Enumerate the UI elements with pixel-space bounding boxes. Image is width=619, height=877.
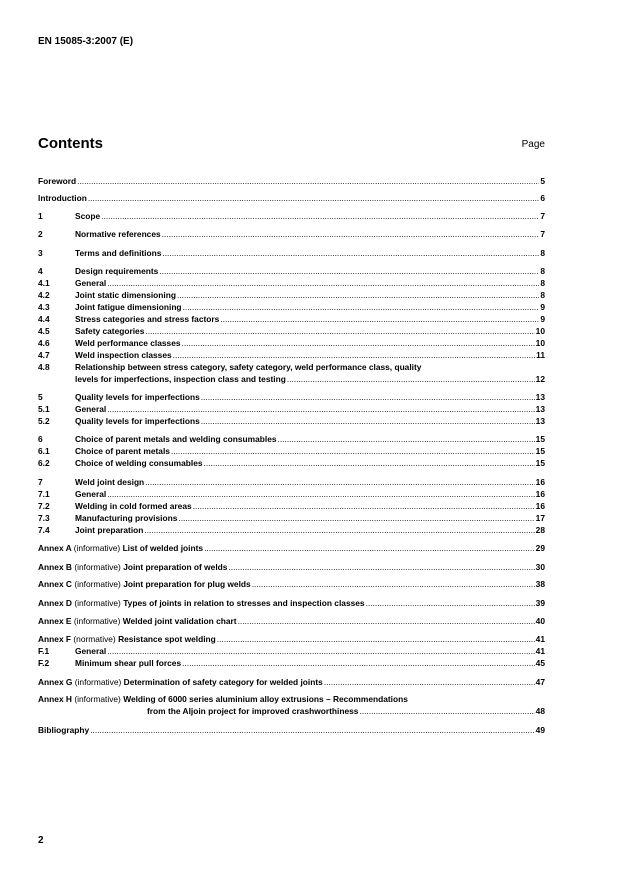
toc-title: Choice of parent metals and welding consumables [75,434,277,444]
toc-entry[interactable] [38,326,545,336]
toc-number: 2 [38,229,43,239]
dot-leader [366,598,535,608]
annex-label: Annex E (informative) [38,616,121,626]
toc-title: Joint preparation [75,525,144,535]
toc-entry[interactable] [38,404,545,414]
toc-title: Welding of 6000 series aluminium alloy extrusions – Recommendations [123,694,408,704]
toc-entry[interactable] [38,290,545,300]
toc-page: 29 [535,543,545,553]
toc-title: Introduction [38,193,87,203]
dot-leader [107,404,534,414]
toc-number: 4.8 [38,362,50,372]
toc-title-line2: from the Aljoin project for improved crashworthiness [147,706,359,716]
toc-entry-foreword[interactable] [38,176,545,186]
toc-entry[interactable] [38,229,545,239]
toc-title-line2: levels for imperfections, inspection class and testing [75,374,286,384]
dot-leader [238,616,535,626]
annex-label: Annex H (informative) [38,694,121,704]
toc-page: 8 [540,266,545,276]
toc-number: 7 [38,477,43,487]
dot-leader [204,458,535,468]
annex-label: Annex B (informative) [38,562,121,572]
toc-entry[interactable] [38,350,545,360]
toc-entry[interactable] [38,248,545,258]
toc-page: 6 [540,193,545,203]
toc-number: F.1 [38,646,50,656]
toc-title: Joint preparation of welds [123,562,228,572]
toc-page: 48 [535,706,545,716]
toc-entry[interactable] [38,302,545,312]
dot-leader [359,706,534,716]
dot-leader [88,193,539,203]
toc-annex[interactable] [38,616,545,626]
toc-entry[interactable] [38,658,545,668]
dot-leader [193,501,535,511]
dot-leader [145,326,534,336]
toc-title: Safety categories [75,326,145,336]
toc-page: 13 [535,416,545,426]
toc-page: 9 [540,314,545,324]
toc-number: 4.7 [38,350,50,360]
dot-leader [201,416,535,426]
toc-number: 4.2 [38,290,50,300]
dot-leader [217,634,535,644]
toc-number: 5 [38,392,43,402]
toc-page: 16 [535,489,545,499]
dot-leader [90,725,534,735]
toc-page: 5 [540,176,545,186]
toc-annex[interactable] [38,579,545,589]
dot-leader [201,392,535,402]
toc-page: 15 [535,458,545,468]
toc-page: 15 [535,446,545,456]
toc-number: 4.5 [38,326,50,336]
page-number: 2 [38,835,44,846]
toc-title: Quality levels for imperfections [75,416,200,426]
toc-annex[interactable] [38,598,545,608]
toc-title: Normative references [75,229,161,239]
toc-title: Choice of parent metals [75,446,170,456]
toc-page: 9 [540,302,545,312]
toc-page: 12 [535,374,545,384]
toc-page: 15 [535,434,545,444]
toc-annex[interactable] [38,694,545,704]
toc-annex-continuation[interactable] [147,706,545,716]
toc-page: 45 [535,658,545,668]
dot-leader [145,477,535,487]
toc-page: 8 [540,248,545,258]
annex-label: Annex D (informative) [38,598,121,608]
toc-title: Manufacturing provisions [75,513,178,523]
toc-page: 30 [535,562,545,572]
toc-number: 5.1 [38,404,50,414]
toc-annex[interactable] [38,677,545,687]
toc-number: 4.6 [38,338,50,348]
toc-entry[interactable] [38,416,545,426]
toc-entry[interactable] [38,513,545,523]
toc-page: 8 [540,290,545,300]
toc-page: 13 [535,404,545,414]
toc-page: 28 [535,525,545,535]
annex-label: Annex G (informative) [38,677,122,687]
page-column-label: Page [521,139,545,150]
toc-title: Design requirements [75,266,159,276]
toc-title: Weld inspection classes [75,350,172,360]
dot-leader [162,229,540,239]
toc-title: Choice of welding consumables [75,458,203,468]
toc-title: General [75,404,107,414]
dot-leader [101,211,539,221]
dot-leader [107,278,539,288]
toc-number: 4.3 [38,302,50,312]
toc-page: 8 [540,278,545,288]
toc-number: 6.2 [38,458,50,468]
toc-entry[interactable] [38,525,545,535]
toc-page: 38 [535,579,545,589]
annex-label: Annex F (normative) [38,634,116,644]
toc-page: 16 [535,501,545,511]
toc-page: 41 [535,646,545,656]
dot-leader [77,176,539,186]
toc-entry[interactable] [38,489,545,499]
dot-leader [182,658,535,668]
dot-leader [278,434,535,444]
toc-number: 7.2 [38,501,50,511]
toc-page: 11 [536,350,545,360]
toc-title: Minimum shear pull forces [75,658,182,668]
toc-entry[interactable] [38,477,545,487]
toc-entry-introduction[interactable] [38,193,545,203]
toc-title: Relationship between stress category, safety category, weld performance class, quality [75,362,422,372]
toc-page: 40 [535,616,545,626]
toc-page: 7 [540,229,545,239]
toc-title: Joint static dimensioning [75,290,176,300]
toc-number: 4 [38,266,43,276]
toc-title: Foreword [38,176,77,186]
annex-label: Annex C (informative) [38,579,121,589]
toc-entry[interactable] [38,278,545,288]
toc-page: 7 [540,211,545,221]
toc-title: Scope [75,211,101,221]
toc-number: 4.4 [38,314,50,324]
toc-entry[interactable] [38,392,545,402]
toc-number: 7.1 [38,489,50,499]
toc-annex[interactable] [38,634,545,644]
document-header: EN 15085-3:2007 (E) [38,36,134,47]
dot-leader [178,513,534,523]
dot-leader [173,350,535,360]
toc-entry-bibliography[interactable] [38,725,545,735]
toc-title: List of welded joints [122,543,204,553]
toc-entry[interactable] [38,446,545,456]
toc-title: Bibliography [38,725,90,735]
toc-title: Terms and definitions [75,248,162,258]
toc-number: 5.2 [38,416,50,426]
dot-leader [171,446,535,456]
toc-entry-continuation[interactable] [75,374,545,384]
toc-number: 6 [38,434,43,444]
toc-title: Welded joint validation chart [122,616,237,626]
toc-title: Joint fatigue dimensioning [75,302,182,312]
toc-page: 39 [535,598,545,608]
toc-number: 3 [38,248,43,258]
dot-leader [162,248,539,258]
contents-title: Contents [38,135,103,152]
toc-entry[interactable] [38,338,545,348]
toc-number: 4.1 [38,278,50,288]
toc-title: Types of joints in relation to stresses and inspection classes [123,598,365,608]
toc-entry[interactable] [38,646,545,656]
toc-title: Resistance spot welding [118,634,216,644]
toc-entry[interactable] [38,266,545,276]
toc-entry[interactable] [38,458,545,468]
toc-page: 10 [535,338,545,348]
toc-entry[interactable] [38,434,545,444]
toc-annex[interactable] [38,562,545,572]
toc-number: 7.3 [38,513,50,523]
toc-title: Determination of safety category for welded joints [123,677,323,687]
dot-leader [144,525,534,535]
toc-number: F.2 [38,658,50,668]
toc-title: General [75,278,107,288]
toc-annex[interactable] [38,543,545,553]
dot-leader [228,562,534,572]
dot-leader [107,489,534,499]
toc-title: General [75,489,107,499]
toc-page: 47 [535,677,545,687]
toc-title: Joint preparation for plug welds [123,579,251,589]
dot-leader [177,290,539,300]
toc-page: 17 [535,513,545,523]
dot-leader [287,374,535,384]
dot-leader [220,314,539,324]
dot-leader [324,677,535,687]
toc-title: Weld performance classes [75,338,181,348]
toc-title: Welding in cold formed areas [75,501,192,511]
toc-entry[interactable] [38,501,545,511]
toc-title: General [75,646,107,656]
dot-leader [107,646,534,656]
dot-leader [183,302,540,312]
toc-page: 13 [535,392,545,402]
toc-page: 10 [535,326,545,336]
toc-number: 6.1 [38,446,50,456]
toc-title: Weld joint design [75,477,145,487]
toc-page: 41 [535,634,545,644]
toc-title: Stress categories and stress factors [75,314,220,324]
toc-page: 16 [535,477,545,487]
toc-entry[interactable] [38,314,545,324]
annex-label: Annex A (informative) [38,543,121,553]
dot-leader [159,266,539,276]
toc-number: 1 [38,211,43,221]
dot-leader [252,579,535,589]
dot-leader [182,338,535,348]
toc-entry[interactable] [38,362,545,372]
toc-number: 7.4 [38,525,50,535]
toc-page: 49 [535,725,545,735]
toc-title: Quality levels for imperfections [75,392,200,402]
dot-leader [204,543,535,553]
toc-entry[interactable] [38,211,545,221]
